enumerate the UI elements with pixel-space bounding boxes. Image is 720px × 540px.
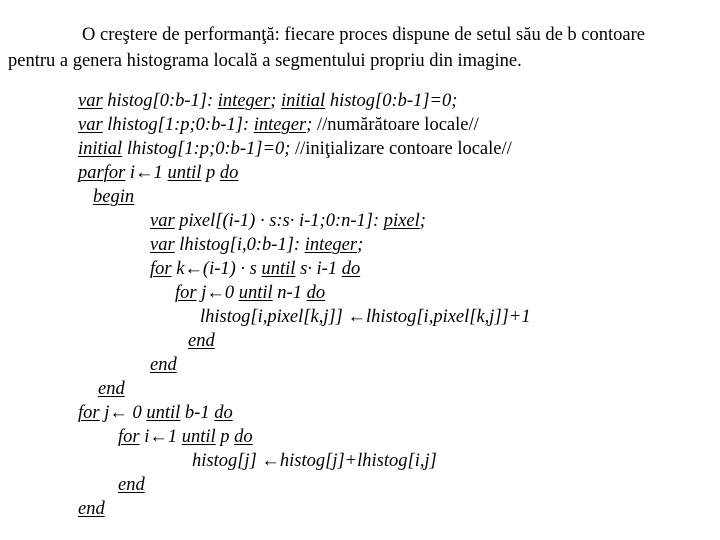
code-text: histog[j] ←histog[j]+lhistog[i,j]: [192, 451, 437, 471]
code-text: b-1: [180, 403, 215, 423]
code-keyword: integer: [217, 91, 271, 111]
code-keyword: end: [98, 379, 125, 399]
code-line: [78, 90, 457, 112]
code-line: [188, 330, 215, 352]
code-text: ;: [357, 235, 364, 255]
code-line: [150, 258, 360, 280]
code-text: lhistog[i,0:b-1]:: [174, 235, 305, 255]
code-line: [150, 210, 426, 232]
code-line: [78, 498, 105, 520]
code-line: [78, 402, 233, 424]
code-line: [192, 450, 437, 472]
intro-line-2: pentru a genera histograma locală a segmentului propriu din imagine.: [8, 51, 522, 71]
code-line: [200, 306, 531, 328]
code-text: histog[0:b-1]=0;: [325, 91, 458, 111]
code-text: i←1: [125, 163, 168, 183]
code-text: j← 0: [99, 403, 147, 423]
code-line: [150, 234, 363, 256]
code-keyword: integer: [253, 115, 307, 135]
code-keyword: for: [175, 283, 197, 303]
code-keyword: end: [188, 331, 215, 351]
code-text: lhistog[i,pixel[k,j]] ←lhistog[i,pixel[k,j]]+1: [200, 307, 531, 327]
code-keyword: until: [238, 283, 273, 303]
code-text: k←(i-1) · s: [171, 259, 262, 279]
code-text: ;: [270, 91, 281, 111]
code-comment: //iniţializare contoare locale//: [295, 139, 512, 159]
code-keyword: pixel: [383, 211, 420, 231]
code-keyword: integer: [304, 235, 358, 255]
code-line: [118, 474, 145, 496]
code-keyword: do: [306, 283, 326, 303]
code-text: p: [215, 427, 235, 447]
code-keyword: parfor: [78, 163, 126, 183]
code-text: lhistog[1:p;0:b-1]:: [102, 115, 254, 135]
code-line: [93, 186, 134, 208]
code-keyword: until: [261, 259, 296, 279]
code-line: [78, 114, 479, 136]
code-text: i←1: [139, 427, 182, 447]
code-keyword: do: [214, 403, 233, 423]
code-keyword: do: [219, 163, 239, 183]
code-text: lhistog[1:p;0:b-1]=0;: [122, 139, 296, 159]
intro-line-1: O creştere de performanţă: fiecare proces dispune de setul său de b contoare: [82, 25, 645, 45]
code-keyword: var: [78, 115, 103, 135]
code-text: j←0: [196, 283, 239, 303]
code-keyword: var: [150, 235, 175, 255]
code-keyword: until: [181, 427, 216, 447]
code-keyword: var: [78, 91, 103, 111]
code-keyword: do: [341, 259, 361, 279]
code-line: [150, 354, 177, 376]
code-keyword: until: [167, 163, 202, 183]
code-keyword: for: [150, 259, 172, 279]
code-line: [118, 426, 253, 448]
code-text: ;: [306, 115, 317, 135]
code-line: [175, 282, 325, 304]
code-text: pixel[(i-1) · s:s· i-1;0:n-1]:: [174, 211, 384, 231]
code-keyword: initial: [78, 139, 123, 159]
code-line: [78, 162, 238, 184]
code-keyword: end: [150, 355, 177, 375]
code-keyword: end: [118, 475, 145, 495]
code-text: p: [201, 163, 220, 183]
code-line: [98, 378, 125, 400]
code-text: s· i-1: [295, 259, 342, 279]
code-text: ;: [419, 211, 426, 231]
code-keyword: end: [78, 499, 105, 519]
code-text: n-1: [272, 283, 307, 303]
code-comment: //numărătoare locale//: [316, 115, 479, 135]
code-keyword: var: [150, 211, 175, 231]
code-text: histog[0:b-1]:: [102, 91, 218, 111]
code-line: [78, 138, 512, 160]
code-keyword: for: [118, 427, 140, 447]
code-keyword: for: [78, 403, 100, 423]
code-keyword: until: [146, 403, 181, 423]
code-keyword: initial: [281, 91, 326, 111]
code-keyword: begin: [93, 187, 135, 207]
code-keyword: do: [234, 427, 253, 447]
